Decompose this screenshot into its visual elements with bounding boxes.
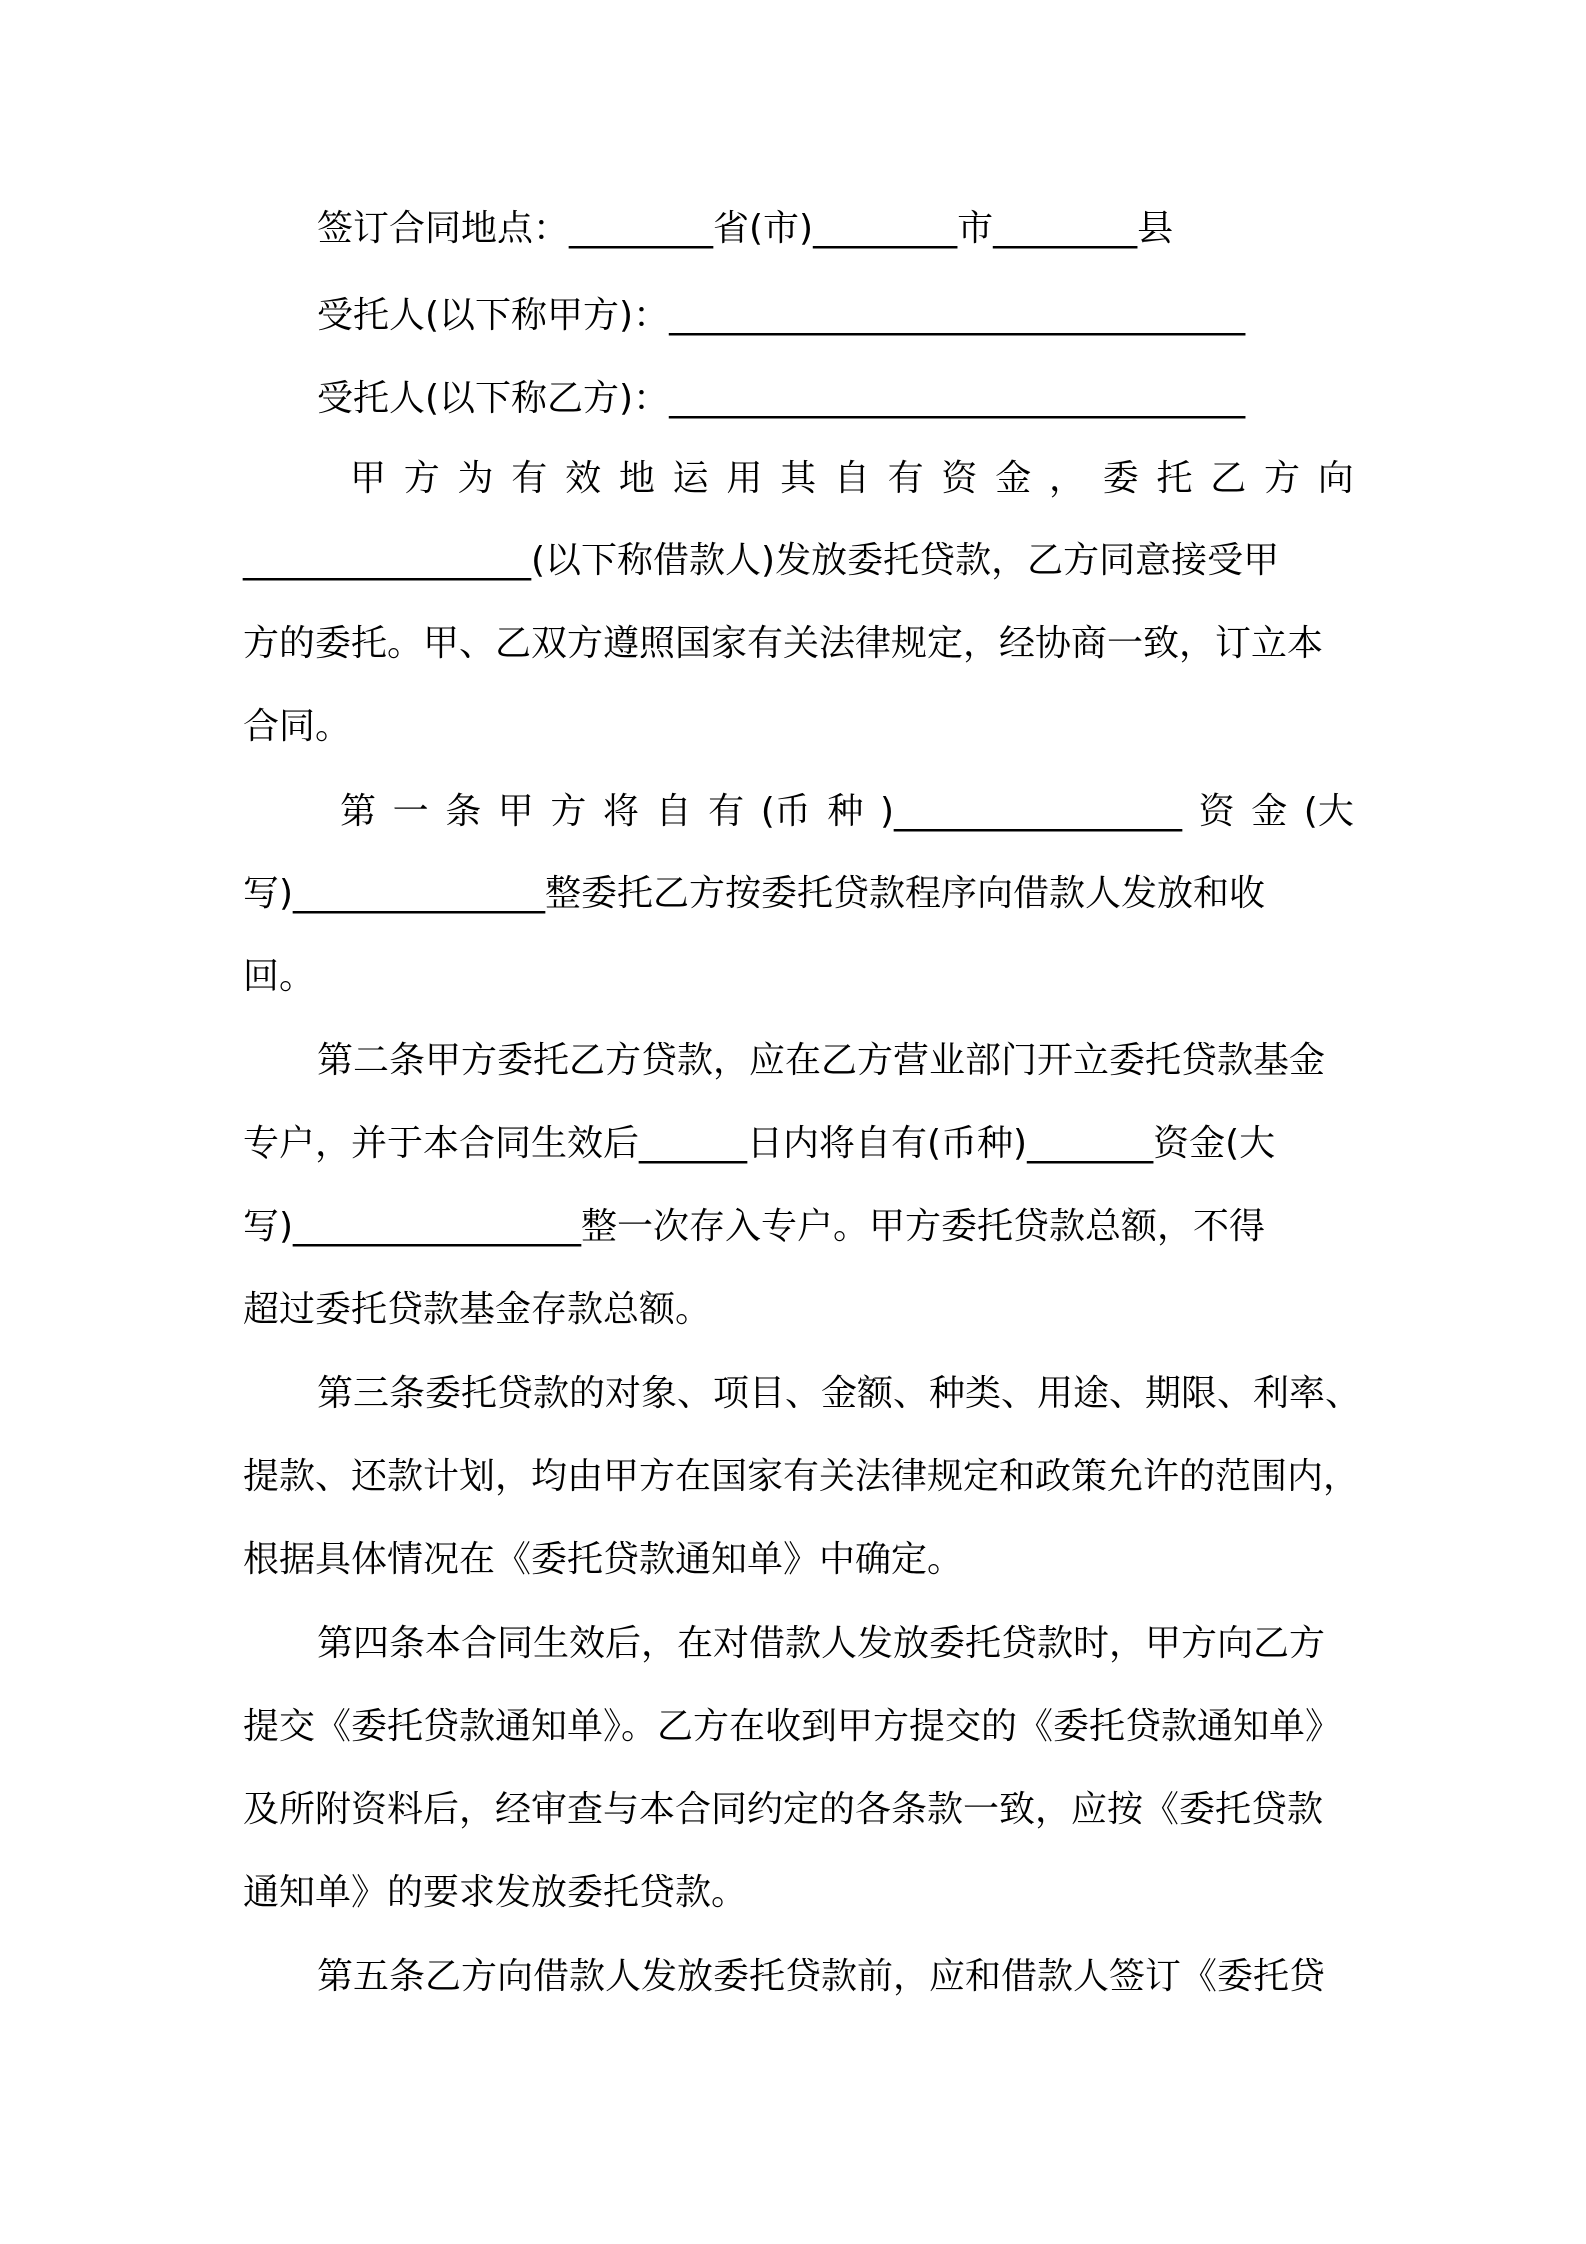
preamble-line-2: ________________(以下称借款人)发放委托贷款，乙方同意接受甲	[243, 540, 1280, 581]
text-char: (币	[760, 791, 811, 832]
text-char: 方	[1264, 458, 1301, 499]
article-2-line-4: 超过委托贷款基金存款总额。	[243, 1289, 712, 1330]
contract-place-line: 签订合同地点：________省(市)________市________县	[317, 208, 1174, 249]
preamble-line-3: 方的委托。甲、乙双方遵照国家有关法律规定，经协商一致，订立本	[243, 623, 1324, 664]
text-char: 自	[833, 458, 870, 499]
text-char: 甲	[350, 458, 387, 499]
text-char: 金	[995, 458, 1032, 499]
article-1-first-line	[340, 788, 1354, 836]
text-char: 条	[445, 791, 482, 832]
text-char: 效	[565, 458, 602, 499]
text-char: 地	[618, 458, 655, 499]
article-4-line-1: 第四条本合同生效后，在对借款人发放委托贷款时，甲方向乙方	[317, 1623, 1326, 1664]
text-char: 种	[827, 791, 864, 832]
text-char: 一	[392, 791, 429, 832]
text-char: (大	[1303, 791, 1354, 832]
text-char: 有	[708, 791, 745, 832]
article-4-line-4: 通知单》的要求发放委托贷款。	[243, 1872, 748, 1913]
text-char: 将	[602, 791, 639, 832]
text-char: 有	[511, 458, 548, 499]
text-char: 甲	[497, 791, 534, 832]
article-5-line-1: 第五条乙方向借款人发放委托贷款前，应和借款人签订《委托贷	[317, 1956, 1326, 1997]
article-1-line-2: 写)______________整委托乙方按委托贷款程序向借款人发放和收	[243, 873, 1266, 914]
text-char: )________________	[879, 791, 1183, 832]
text-char: 方	[403, 458, 440, 499]
text-char: 有	[887, 458, 924, 499]
text-char: 金	[1251, 791, 1288, 832]
article-1-line-3: 回。	[243, 956, 316, 997]
text-char: 为	[457, 458, 494, 499]
article-2-line-2: 专户，并于本合同生效后______日内将自有(币种)_______资金(大	[243, 1123, 1276, 1164]
article-3-line-3: 根据具体情况在《委托贷款通知单》中确定。	[243, 1539, 964, 1580]
article-3-line-2: 提款、还款计划，均由甲方在国家有关法律规定和政策允许的范围内，	[243, 1456, 1360, 1497]
text-char: 其	[780, 458, 817, 499]
article-4-line-3: 及所附资料后，经审查与本合同约定的各条款一致，应按《委托贷款	[243, 1789, 1324, 1830]
article-4-line-2: 提交《委托贷款通知单》。乙方在收到甲方提交的《委托贷款通知单》	[243, 1706, 1342, 1747]
article-2-line-1: 第二条甲方委托乙方贷款，应在乙方营业部门开立委托贷款基金	[317, 1040, 1326, 1081]
text-char: 方	[550, 791, 587, 832]
article-3-line-1: 第三条委托贷款的对象、项目、金额、种类、用途、期限、利率、	[317, 1373, 1362, 1414]
text-char: 托	[1156, 458, 1193, 499]
article-2-line-3: 写)________________整一次存入专户。甲方委托贷款总额，不得	[243, 1206, 1266, 1247]
text-char: 资	[941, 458, 978, 499]
text-char: 用	[726, 458, 763, 499]
party-a-line: 受托人(以下称甲方)：________________________________	[317, 295, 1246, 336]
text-char: 向	[1317, 458, 1354, 499]
preamble-first-line	[350, 455, 1354, 503]
party-b-line: 受托人(以下称乙方)：________________________________	[317, 378, 1246, 419]
text-char: 自	[655, 791, 692, 832]
text-char: 运	[672, 458, 709, 499]
preamble-line-4: 合同。	[243, 706, 352, 747]
text-char: 资	[1198, 791, 1235, 832]
text-char: 第	[340, 791, 377, 832]
text-char: 乙	[1210, 458, 1247, 499]
text-char: ，	[1048, 458, 1085, 499]
text-char: 委	[1102, 458, 1139, 499]
